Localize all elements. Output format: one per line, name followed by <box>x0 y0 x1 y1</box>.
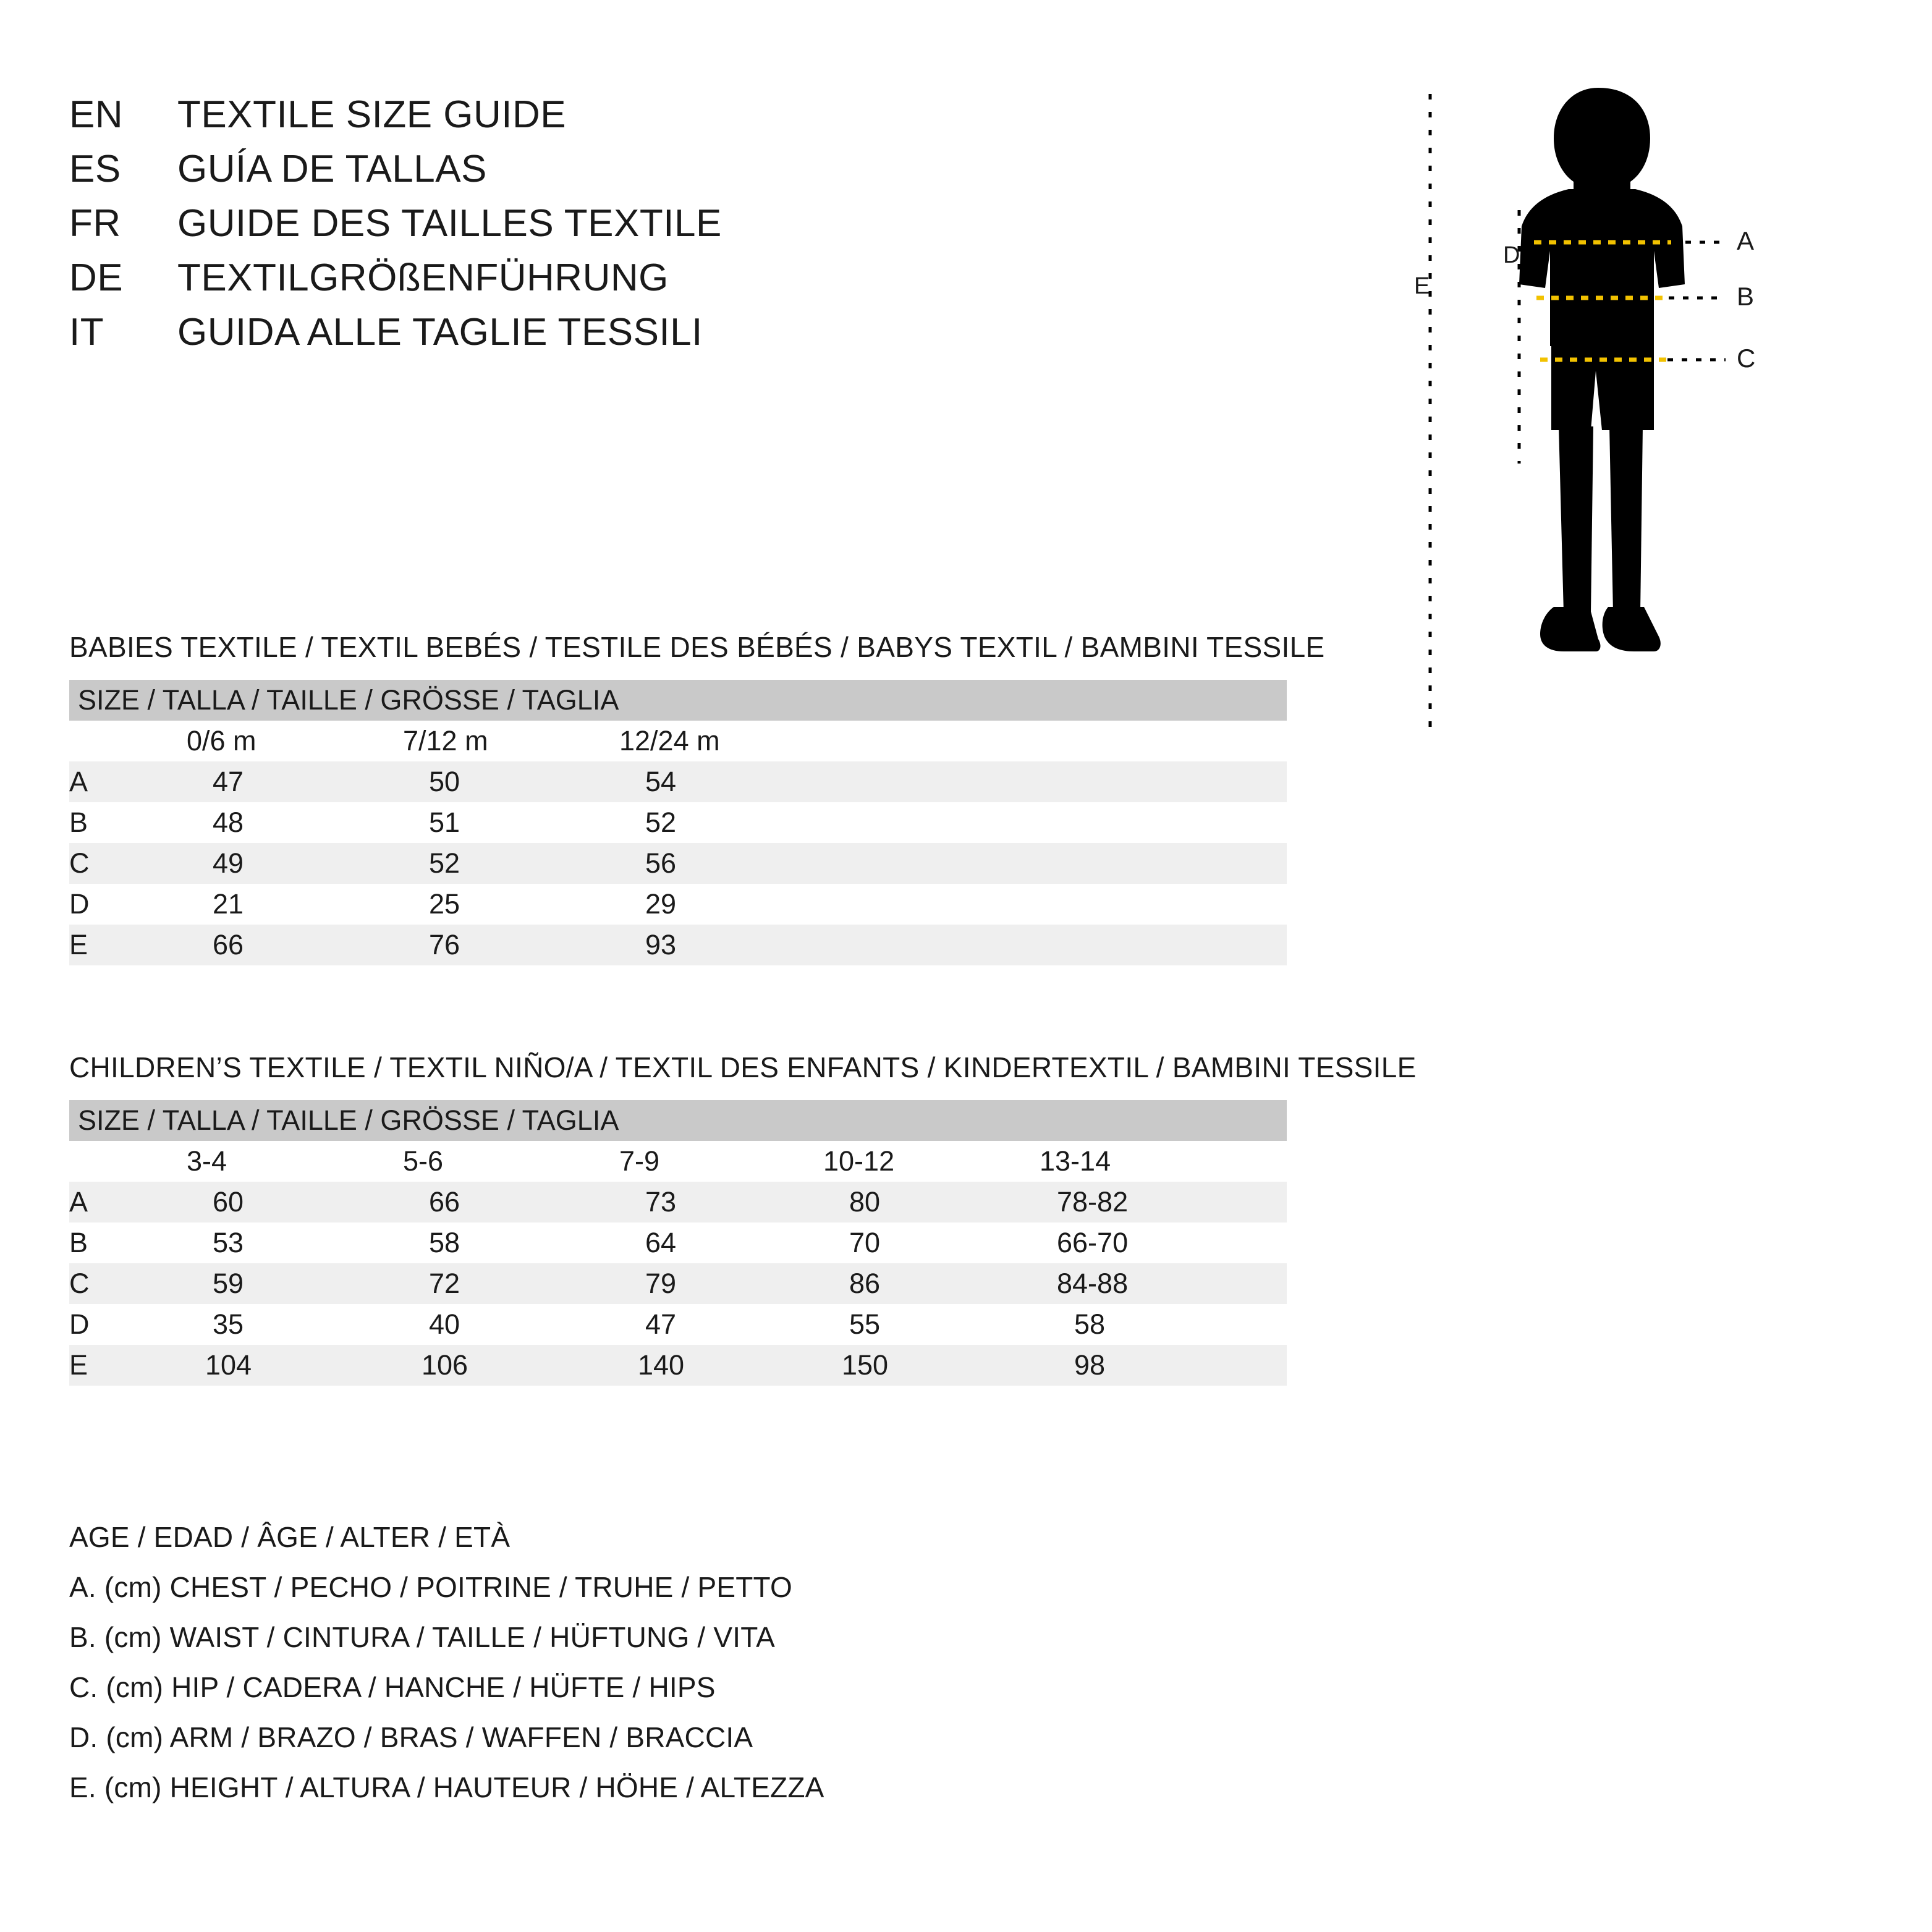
children-size-table <box>69 1100 1287 1386</box>
babies-b-2: 52 <box>619 802 1287 843</box>
babies-section <box>69 630 1324 965</box>
children-row-label-e: E <box>69 1345 187 1386</box>
children-c-3: 86 <box>823 1263 1040 1304</box>
title-row-fr <box>69 201 722 245</box>
children-column-header-row <box>69 1141 1287 1182</box>
babies-row-label-d: D <box>69 884 187 925</box>
children-d-3: 55 <box>823 1304 1040 1345</box>
babies-c-1: 52 <box>403 843 619 884</box>
figure-label-d: D <box>1503 242 1520 268</box>
title-lang-de: DE <box>69 256 124 299</box>
babies-e-1: 76 <box>403 925 619 965</box>
children-row-label-d: D <box>69 1304 187 1345</box>
title-row-it <box>69 310 722 354</box>
children-d-0: 35 <box>187 1304 403 1345</box>
babies-size-header-row <box>69 680 1287 721</box>
babies-row-label-a: A <box>69 761 187 802</box>
table-row <box>69 925 1287 965</box>
measurement-diagram <box>1413 80 1858 766</box>
table-row <box>69 884 1287 925</box>
children-row-label-b: B <box>69 1222 187 1263</box>
legend-chest: A. (cm) CHEST / PECHO / POITRINE / TRUHE / PETTO <box>69 1571 792 1603</box>
child-silhouette <box>1519 88 1685 651</box>
table-row <box>69 802 1287 843</box>
title-row-en <box>69 93 722 137</box>
title-lang-es: ES <box>69 148 121 190</box>
children-size-header-row <box>69 1100 1287 1141</box>
children-a-2: 73 <box>619 1182 823 1222</box>
babies-d-2: 29 <box>619 884 1287 925</box>
title-lang-it: IT <box>69 311 104 354</box>
title-lang-fr: FR <box>69 202 121 245</box>
babies-a-1: 50 <box>403 761 619 802</box>
legend-age: AGE / EDAD / ÂGE / ALTER / ETÀ <box>69 1521 511 1553</box>
children-b-3: 70 <box>823 1222 1040 1263</box>
children-e-3: 150 <box>823 1345 1040 1386</box>
table-row <box>69 761 1287 802</box>
figure-label-b: B <box>1737 282 1755 311</box>
table-row <box>69 1222 1287 1263</box>
babies-d-1: 25 <box>403 884 619 925</box>
figure-label-c: C <box>1737 344 1756 373</box>
table-row <box>69 1304 1287 1345</box>
title-lang-en: EN <box>69 93 124 136</box>
figure-label-a: A <box>1737 226 1755 255</box>
children-c-0: 59 <box>187 1263 403 1304</box>
babies-heading: BABIES TEXTILE / TEXTIL BEBÉS / TESTILE DES BÉBÉS / BABYS TEXTIL / BAMBINI TESSILE <box>69 631 1325 663</box>
children-c-1: 72 <box>403 1263 619 1304</box>
babies-b-0: 48 <box>187 802 403 843</box>
title-text-fr: GUIDE DES TAILLES TEXTILE <box>177 202 722 245</box>
children-section <box>69 1051 1417 1386</box>
babies-col-2: 12/24 m <box>619 721 1287 761</box>
legend-waist: B. (cm) WAIST / CINTURA / TAILLE / HÜFTUNG / VITA <box>69 1621 776 1653</box>
figure-label-e: E <box>1414 273 1430 299</box>
babies-a-0: 47 <box>187 761 403 802</box>
children-c-2: 79 <box>619 1263 823 1304</box>
title-row-de <box>69 256 722 300</box>
children-e-4: 98 <box>1040 1345 1287 1386</box>
children-row-label-a: A <box>69 1182 187 1222</box>
children-a-1: 66 <box>403 1182 619 1222</box>
legend-hip: C. (cm) HIP / CADERA / HANCHE / HÜFTE / HIPS <box>69 1671 716 1703</box>
legend-height: E. (cm) HEIGHT / ALTURA / HAUTEUR / HÖHE / ALTEZZA <box>69 1771 824 1803</box>
children-col-2: 7-9 <box>619 1141 823 1182</box>
babies-row-label-e: E <box>69 925 187 965</box>
babies-size-table <box>69 680 1287 965</box>
children-col-1: 5-6 <box>403 1141 619 1182</box>
children-heading: CHILDREN’S TEXTILE / TEXTIL NIÑO/A / TEXTIL DES ENFANTS / KINDERTEXTIL / BAMBINI TESSILE <box>69 1051 1417 1083</box>
children-a-4: 78-82 <box>1040 1182 1287 1222</box>
title-text-es: GUÍA DE TALLAS <box>177 148 487 190</box>
children-a-3: 80 <box>823 1182 1040 1222</box>
table-row <box>69 1345 1287 1386</box>
children-a-0: 60 <box>187 1182 403 1222</box>
children-b-4: 66-70 <box>1040 1222 1287 1263</box>
children-e-1: 106 <box>403 1345 619 1386</box>
title-text-it: GUIDA ALLE TAGLIE TESSILI <box>177 311 703 354</box>
babies-e-0: 66 <box>187 925 403 965</box>
legend-arm: D. (cm) ARM / BRAZO / BRAS / WAFFEN / BRACCIA <box>69 1721 753 1753</box>
children-size-header: SIZE / TALLA / TAILLE / GRÖSSE / TAGLIA <box>69 1100 1287 1141</box>
babies-size-header: SIZE / TALLA / TAILLE / GRÖSSE / TAGLIA <box>69 680 1287 721</box>
title-text-en: TEXTILE SIZE GUIDE <box>177 93 567 136</box>
babies-col-1: 7/12 m <box>403 721 619 761</box>
babies-d-0: 21 <box>187 884 403 925</box>
legend-block <box>69 1520 824 1821</box>
title-block <box>69 93 722 365</box>
children-col-0: 3-4 <box>187 1141 403 1182</box>
babies-c-2: 56 <box>619 843 1287 884</box>
babies-b-1: 51 <box>403 802 619 843</box>
children-e-2: 140 <box>619 1345 823 1386</box>
children-d-2: 47 <box>619 1304 823 1345</box>
babies-corner-cell <box>69 721 187 761</box>
children-d-1: 40 <box>403 1304 619 1345</box>
children-b-1: 58 <box>403 1222 619 1263</box>
title-text-de: TEXTILGRÖßENFÜHRUNG <box>177 256 669 299</box>
babies-col-0: 0/6 m <box>187 721 403 761</box>
children-col-4: 13-14 <box>1040 1141 1287 1182</box>
children-b-2: 64 <box>619 1222 823 1263</box>
children-b-0: 53 <box>187 1222 403 1263</box>
babies-a-2: 54 <box>619 761 1287 802</box>
babies-row-label-c: C <box>69 843 187 884</box>
children-d-4: 58 <box>1040 1304 1287 1345</box>
children-row-label-c: C <box>69 1263 187 1304</box>
table-row <box>69 1263 1287 1304</box>
children-col-3: 10-12 <box>823 1141 1040 1182</box>
children-corner-cell <box>69 1141 187 1182</box>
children-e-0: 104 <box>187 1345 403 1386</box>
title-row-es <box>69 147 722 191</box>
children-c-4: 84-88 <box>1040 1263 1287 1304</box>
table-row <box>69 843 1287 884</box>
table-row <box>69 1182 1287 1222</box>
babies-row-label-b: B <box>69 802 187 843</box>
babies-c-0: 49 <box>187 843 403 884</box>
babies-column-header-row <box>69 721 1287 761</box>
babies-e-2: 93 <box>619 925 1287 965</box>
